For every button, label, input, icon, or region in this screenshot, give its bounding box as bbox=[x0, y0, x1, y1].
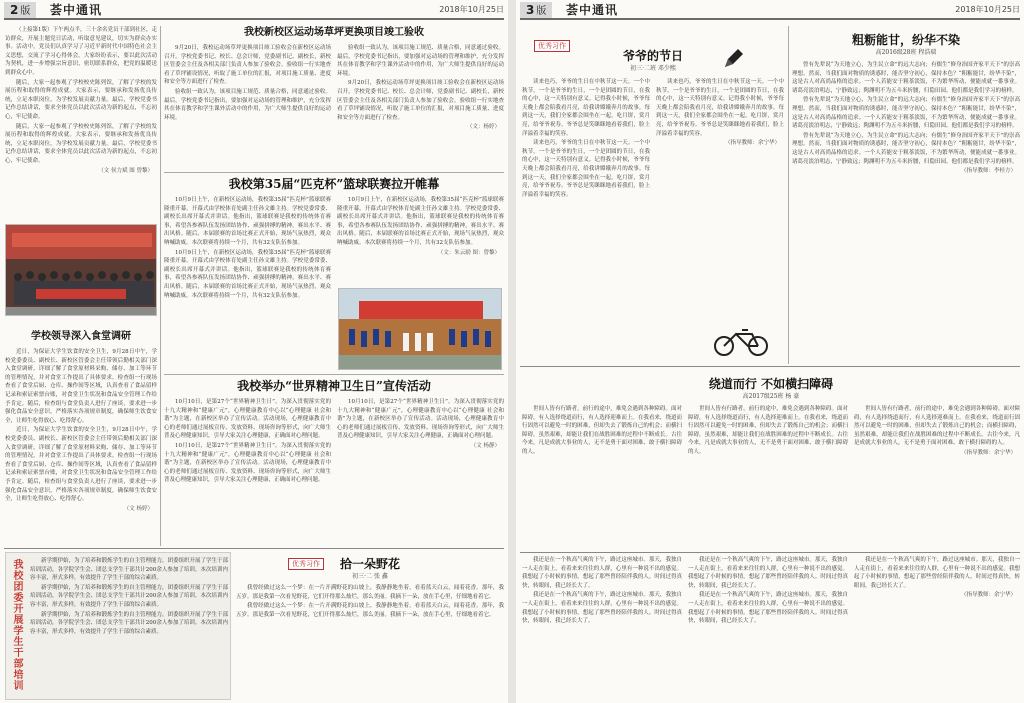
left-col1-intro: （上接第1版）下午两点半，三十余名党员干部到社区，走访群众，开展主题党日活动，听取意见建议，切实为群众办实事。活动中，党员们认真学习了习近平新时代中国特色社会主义思想，交流了学习心得体会。大家纷纷表示，要以此次活动为契机，进一步增强宗旨意识，密切联系群众，把党的温暖送到群众心中。 bbox=[5, 27, 157, 76]
group-photo-image bbox=[6, 225, 157, 316]
check-text-a-cont: 验收组一致认为，该项目施工规范、质量合格，同意通过验收。最后，学校党委书记指出，要加强对运动场的管理和维护，充分发挥其在体育教学和学生课外活动中的作用，为广大师生提供良好的运动环境。 bbox=[164, 88, 331, 121]
detour-text-right: 世间人皆有行路者，前行的途中，难免会遇到各种障碍。面对障碍，有人选择绕道而行，有人选择迎难而上。在我看来，绕道而行固然可以避免一时的困难，但却失去了锻炼自己的机会；而横扫障碍，虽然艰难，却能让我们在战胜困难的过程中不断成长。古往今来，凡是成就大事业的人，无不是勇于面对困难、敢于横扫障碍的人。 bbox=[854, 406, 1020, 447]
check-credit: （文：杨婷） bbox=[466, 124, 500, 131]
safety-article bbox=[5, 330, 157, 545]
grain-text-cont: 曾有先辈说“为天地立心，为生民立命”的远大志向；有儒生“修身治国齐家平天下”的崇高理想。然而，当我们面对物质的诱惑时，能否坚守初心，保持本色？“粗粝能甘，纷华不染”，这是古人对高尚品格的追求。一个人若能安于粗茶淡饭，不为繁华所动，便能成就一番事业。诸葛亮淡泊明志，宁静致远；陶渊明不为五斗米折腰，归隐田园。他们都是我们学习的榜样。 bbox=[792, 97, 1020, 130]
story-credit: （指导教师：余宁华） bbox=[960, 592, 1016, 599]
detour-text: 世间人皆有行路者，前行的途中，难免会遇到各种障碍。面对障碍，有人选择绕道而行，有人选择迎难而上。在我看来，绕道而行固然可以避免一时的困难，但却失去了锻炼自己的机会；而横扫障碍，虽然艰难，却能让我们在战胜困难的过程中不断成长。古往今来，凡是成就大事业的人，无不是勇于面对困难、敢于横扫障碍的人。 bbox=[522, 406, 682, 455]
grain-article bbox=[792, 26, 1020, 364]
basketball-title: 我校第35届“匹克杯”篮球联赛拉开帷幕 bbox=[228, 177, 440, 191]
festival-title: 爷爷的节日 bbox=[622, 49, 683, 63]
story-text-cont: 我还是在一个秋高气爽的下午，路过这座城市。那天，我独自一人走在街上，看着来来往往的人群，心里有一种说不出的感觉。我想起了小时候的事情，想起了那些曾经陪伴我的人。时间过得真快，转眼间，我已经长大了。 bbox=[522, 592, 682, 625]
flower-byline: 初三·二 张 鑫 bbox=[352, 573, 388, 580]
right-masthead: 荟中通讯 bbox=[566, 3, 619, 17]
right-page-number bbox=[520, 2, 552, 18]
news-box-text-cont2: 新学期伊始，为了培养和锻炼学生的自主管理能力，团委组织开展了学生干部培训活动，各学院学生会、团总支学生干部共计200余人参加了培训。本次培训内容丰富，形式多样，有效提升了学生干部的综合素质。 bbox=[30, 611, 229, 635]
check-title: 我校新校区运动场草坪更换项目竣工验收 bbox=[244, 27, 424, 38]
festival-byline: 初三·二班 邓少熙 bbox=[630, 65, 676, 72]
health-credit: （文 杨静） bbox=[470, 442, 500, 449]
group-photo bbox=[5, 224, 157, 316]
left-masthead: 荟中通讯 bbox=[50, 3, 103, 17]
health-article bbox=[164, 378, 504, 548]
safety-text: 近日，为保证大学生饮食的安全卫生，9月28日中午，学校党委委员、副校长、新校区管委会主任带领后勤相关部门深入食堂调研，详细了解了食堂原材料采购、储存、加工等环节的管理情况，并对食堂工作提出了具体要求。检查组一行现场查看了食堂后厨、仓库、操作间等区域，认真查看了食品留样记录和索证索票台账，对食堂卫生状况和食品安全管理工作给予肯定。随后，检查组与食堂负责人进行了座谈，要求进一步强化食品安全意识，严格落实各项规章制度，确保师生饮食安全，让师生吃得放心、吃得舒心。 bbox=[5, 349, 157, 424]
festival-text-right: 读来也巧，爷爷的生日在中秋节这一天。一个中秋节，一个是爷爷的生日，一个是团圆的节日，在我的心中，这一天特别有意义。记得我小时候，爷爷每天晚上都会陪我看月亮，给我讲嫦娥奔月的故事。每到这一天，我们全家都会围坐在一起，吃月饼，赏月亮，给爷爷祝寿。爷爷总是笑眯眯地看着我们，脸上洋溢着幸福的笑容。 bbox=[656, 79, 784, 137]
health-title: 我校举办“世界精神卫生日”宣传活动 bbox=[237, 379, 431, 393]
news-box-text: 新学期伊始，为了培养和锻炼学生的自主管理能力，团委组织开展了学生干部培训活动，各学院学生会、团总支学生干部共计200余人参加了培训。本次培训内容丰富，形式多样，有效提升了学生干部的综合素质。 bbox=[30, 558, 229, 582]
health-text-right: 10月10日，是第27个“世界精神卫生日”。为深入贯彻落实党的十九大精神和“健康广元”，心理健康教育中心以“心理健康 社会和谐”为主题，在新校区举办了宣传活动。活动现场，心理健康教育中心的老师们通过展板宣传、发放资料、现场咨询等形式，向广大师生普及心理健康知识，引导大家关注心理健康，正确面对心理问题。 bbox=[337, 399, 504, 440]
festival-text: 读来也巧，爷爷的生日在中秋节这一天。一个中秋节，一个是爷爷的生日，一个是团圆的节日，在我的心中，这一天特别有意义。记得我小时候，爷爷每天晚上都会陪我看月亮，给我讲嫦娥奔月的故事。每到这一天，我们全家都会围坐在一起，吃月饼，赏月亮，给爷爷祝寿。爷爷总是笑眯眯地看着我们，脸上洋溢着幸福的笑容。 bbox=[522, 79, 650, 137]
story-text: 我还是在一个秋高气爽的下午，路过这座城市。那天，我独自一人走在街上，看着来来往往的人群，心里有一种说不出的感觉。我想起了小时候的事情，想起了那些曾经陪伴我的人。时间过得真快，转眼间，我已经长大了。 bbox=[522, 557, 682, 589]
basketball-photo-image bbox=[339, 289, 502, 370]
story-text-mid-cont: 我还是在一个秋高气爽的下午，路过这座城市。那天，我独自一人走在街上，看着来来往往的人群，心里有一种说不出的感觉。我想起了小时候的事情，想起了那些曾经陪伴我的人。时间过得真快，转眼间，我已经长大了。 bbox=[688, 592, 848, 625]
basketball-text-cont: 10月9日上午，在新校区运动场，我校第35届“匹克杯”篮球联赛隆重开幕。开幕式由学校体育处副主任孙文雄主持。学校党委常委、副校长出席开幕式并讲话。他指出，篮球联赛是我校的传统体育赛事，希望各参赛队伍发扬团结协作、顽强拼搏的精神，赛出水平、赛出风格。随后，本届联赛的首场比赛正式开始，现场气氛热烈，观众呐喊助威。本次联赛将持续一个月，共有32支队伍参加。 bbox=[164, 249, 331, 299]
story-article bbox=[522, 556, 1020, 700]
flower-article bbox=[236, 552, 504, 700]
left-page bbox=[0, 0, 508, 703]
flower-tag: 优秀习作 bbox=[288, 558, 324, 570]
flower-text-cont: 我曾经做过这么一个梦：在一片开满野花的山坡上，我静静地坐着，看着蓝天白云，闻着花香。那年，我五岁。那是我第一次看见野花，它们开得那么灿烂，那么美丽。我摘下一朵，放在手心里，仔细地看着它。 bbox=[236, 603, 504, 618]
flower-title: 拾一朵野花 bbox=[339, 557, 400, 571]
grain-byline: 高2016级28班 程浩瑞 bbox=[875, 49, 937, 56]
grain-title: 粗粝能甘，纷华不染 bbox=[851, 33, 960, 47]
detour-text-mid: 世间人皆有行路者，前行的途中，难免会遇到各种障碍。面对障碍，有人选择绕道而行，有人选择迎难而上。在我看来，绕道而行固然可以避免一时的困难，但却失去了锻炼自己的机会；而横扫障碍，虽然艰难，却能让我们在战胜困难的过程中不断成长。古往今来，凡是成就大事业的人，无不是勇于面对困难、敢于横扫障碍的人。 bbox=[688, 406, 848, 455]
right-page-number-value: 3 bbox=[526, 3, 535, 17]
left-page-number-value: 2 bbox=[10, 3, 19, 17]
page-gutter bbox=[508, 0, 516, 703]
left-page-header bbox=[4, 2, 504, 20]
right-date: 2018年10月25日 bbox=[955, 5, 1020, 14]
pencil-icon bbox=[722, 46, 746, 70]
left-col1-top bbox=[5, 26, 157, 224]
detour-article bbox=[522, 370, 1020, 550]
basketball-credit: （文：朱云励 图：曾黎） bbox=[437, 249, 500, 256]
right-page-header bbox=[520, 2, 1020, 20]
basketball-text: 10月9日上午，在新校区运动场，我校第35届“匹克杯”篮球联赛隆重开幕。开幕式由学校体育处副主任孙文雄主持。学校党委常委、副校长出席开幕式并讲话。他指出，篮球联赛是我校的传统体育赛事，希望各参赛队伍发扬团结协作、顽强拼搏的精神，赛出水平、赛出风格。随后，本届联赛的首场比赛正式开始，现场气氛热烈，观众呐喊助威。本次联赛将持续一个月，共有32支队伍参加。 bbox=[164, 197, 331, 246]
festival-credit: （指导教师：余宁华） bbox=[724, 140, 780, 147]
safety-title: 学校领导深入食堂调研 bbox=[31, 331, 131, 342]
festival-tag: 优秀习作 bbox=[534, 40, 570, 52]
health-text: 10月10日，是第27个“世界精神卫生日”。为深入贯彻落实党的十九大精神和“健康广元”，心理健康教育中心以“心理健康 社会和谐”为主题，在新校区举办了宣传活动。活动现场，心理健康教育中心的老师们通过展板宣传、发放资料、现场咨询等形式，向广大师生普及心理健康知识，引导大家关注心理健康，正确面对心理问题。 bbox=[164, 399, 331, 440]
check-text-a: 9月20日，我校运动场草坪更换项目竣工验收会在新校区运动场召开。学校党委书记、校长、总会计师，党委副书记、副校长，新校区管委会主任及各相关部门负责人参加了验收会。验收组一行实地查看了草坪铺设情况，听取了施工单位的汇报，对项目施工质量、进度和安全等方面进行了检查。 bbox=[164, 45, 331, 86]
safety-credit: （文 杨婷） bbox=[123, 505, 153, 512]
right-page bbox=[516, 0, 1024, 703]
story-text-right: 我还是在一个秋高气爽的下午，路过这座城市。那天，我独自一人走在街上，看着来来往往的人群，心里有一种说不出的感觉。我想起了小时候的事情，想起了那些曾经陪伴我的人。时间过得真快，转眼间，我已经长大了。 bbox=[854, 557, 1020, 589]
grain-text: 曾有先辈说“为天地立心，为生民立命”的远大志向；有儒生“修身治国齐家平天下”的崇高理想。然而，当我们面对物质的诱惑时，能否坚守初心，保持本色？“粗粝能甘，纷华不染”，这是古人对高尚品格的追求。一个人若能安于粗茶淡饭，不为繁华所动，便能成就一番事业。诸葛亮淡泊明志，宁静致远；陶渊明不为五斗米折腰，归隐田园。他们都是我们学习的榜样。 bbox=[792, 62, 1020, 94]
detour-credit: （指导教师：余宁华） bbox=[960, 449, 1016, 456]
news-box bbox=[5, 552, 231, 700]
detour-byline: 高2017级25班 杨 豪 bbox=[742, 393, 800, 400]
news-box-vertical-title: 我校团委开展学生干部培训 bbox=[11, 559, 22, 691]
detour-title: 绕道而行 不如横扫障碍 bbox=[708, 377, 834, 391]
check-text-b-cont: 9月20日，我校运动场草坪更换项目竣工验收会在新校区运动场召开。学校党委书记、校长、总会计师，党委副书记、副校长，新校区管委会主任及各相关部门负责人参加了验收会。验收组一行实地查看了草坪铺设情况，听取了施工单位的汇报，对项目施工质量、进度和安全等方面进行了检查。 bbox=[337, 80, 504, 121]
left-page-number bbox=[4, 2, 36, 18]
grain-credit: （指导教师：李桂方） bbox=[960, 168, 1016, 175]
news-box-text-cont: 新学期伊始，为了培养和锻炼学生的自主管理能力，团委组织开展了学生干部培训活动，各学院学生会、团总支学生干部共计200余人参加了培训。本次培训内容丰富，形式多样，有效提升了学生干部的综合素质。 bbox=[30, 584, 229, 608]
bicycle-icon bbox=[712, 326, 772, 358]
basketball-text-right: 10月9日上午，在新校区运动场，我校第35届“匹克杯”篮球联赛隆重开幕。开幕式由学校体育处副主任孙文雄主持。学校党委常委、副校长出席开幕式并讲话。他指出，篮球联赛是我校的传统体育赛事，希望各参赛队伍发扬团结协作、顽强拼搏的精神，赛出水平、赛出风格。随后，本届联赛的首场比赛正式开始，现场气氛热烈，观众呐喊助威。本次联赛将持续一个月，共有32支队伍参加。 bbox=[337, 197, 504, 246]
left-col1-credit: （文 侯力斌 图 曾黎） bbox=[98, 167, 153, 174]
story-text-mid: 我还是在一个秋高气爽的下午，路过这座城市。那天，我独自一人走在街上，看着来来往往的人群，心里有一种说不出的感觉。我想起了小时候的事情，想起了那些曾经陪伴我的人。时间过得真快，转眼间，我已经长大了。 bbox=[688, 557, 848, 589]
right-page-label: 版 bbox=[536, 6, 547, 17]
festival-text-cont: 读来也巧，爷爷的生日在中秋节这一天。一个中秋节，一个是爷爷的生日，一个是团圆的节日，在我的心中，这一天特别有意义。记得我小时候，爷爷每天晚上都会陪我看月亮，给我讲嫦娥奔月的故事。每到这一天，我们全家都会围坐在一起，吃月饼，赏月亮，给爷爷祝寿。爷爷总是笑眯眯地看着我们，脸上洋溢着幸福的笑容。 bbox=[522, 140, 650, 198]
left-page-label: 版 bbox=[20, 6, 31, 17]
flower-text: 我曾经做过这么一个梦：在一片开满野花的山坡上，我静静地坐着，看着蓝天白云，闻着花香。那年，我五岁。那是我第一次看见野花，它们开得那么灿烂，那么美丽。我摘下一朵，放在手心里，仔细地看着它。 bbox=[236, 585, 504, 600]
check-text-b: 验收组一致认为，该项目施工规范、质量合格，同意通过验收。最后，学校党委书记指出，要加强对运动场的管理和维护，充分发挥其在体育教学和学生课外活动中的作用，为广大师生提供良好的运动环境。 bbox=[337, 45, 504, 77]
left-date: 2018年10月25日 bbox=[439, 5, 504, 14]
safety-text-cont: 近日，为保证大学生饮食的安全卫生，9月28日中午，学校党委委员、副校长、新校区管委会主任带领后勤相关部门深入食堂调研，详细了解了食堂原材料采购、储存、加工等环节的管理情况，并对食堂工作提出了具体要求。检查组一行现场查看了食堂后厨、仓库、操作间等区域，认真查看了食品留样记录和索证索票台账，对食堂卫生状况和食品安全管理工作给予肯定。随后，检查组与食堂负责人进行了座谈，要求进一步强化食品安全意识，严格落实各项规章制度，确保师生饮食安全，让师生吃得放心、吃得舒心。 bbox=[5, 427, 157, 503]
basketball-photo bbox=[338, 288, 502, 370]
grain-text-cont2: 曾有先辈说“为天地立心，为生民立命”的远大志向；有儒生“修身治国齐家平天下”的崇高理想。然而，当我们面对物质的诱惑时，能否坚守初心，保持本色？“粗粝能甘，纷华不染”，这是古人对高尚品格的追求。一个人若能安于粗茶淡饭，不为繁华所动，便能成就一番事业。诸葛亮淡泊明志，宁静致远；陶渊明不为五斗米折腰，归隐田园。他们都是我们学习的榜样。 bbox=[792, 132, 1020, 165]
festival-article bbox=[522, 26, 784, 364]
left-col1-para2: 随后，大家一起参观了学校校史陈列馆，了解了学校的发展历程和取得的辉煌成就。大家表示，要继承和发扬优良传统，立足本职岗位，为学校发展贡献力量。最后，学校党委书记作总结讲话，要求全体党员以此次活动为新的起点，不忘初心，牢记使命。 bbox=[5, 79, 157, 120]
check-article bbox=[164, 26, 504, 176]
left-col1-para3: 随后，大家一起参观了学校校史陈列馆，了解了学校的发展历程和取得的辉煌成就。大家表示，要继承和发扬优良传统，立足本职岗位，为学校发展贡献力量。最后，学校党委书记作总结讲话，要求全体党员以此次活动为新的起点，不忘初心，牢记使命。 bbox=[5, 123, 157, 164]
health-text-cont: 10月10日，是第27个“世界精神卫生日”。为深入贯彻落实党的十九大精神和“健康广元”，心理健康教育中心以“心理健康 社会和谐”为主题，在新校区举办了宣传活动。活动现场，心理健康教育中心的老师们通过展板宣传、发放资料、现场咨询等形式，向广大师生普及心理健康知识，引导大家关注心理健康，正确面对心理问题。 bbox=[164, 442, 331, 484]
